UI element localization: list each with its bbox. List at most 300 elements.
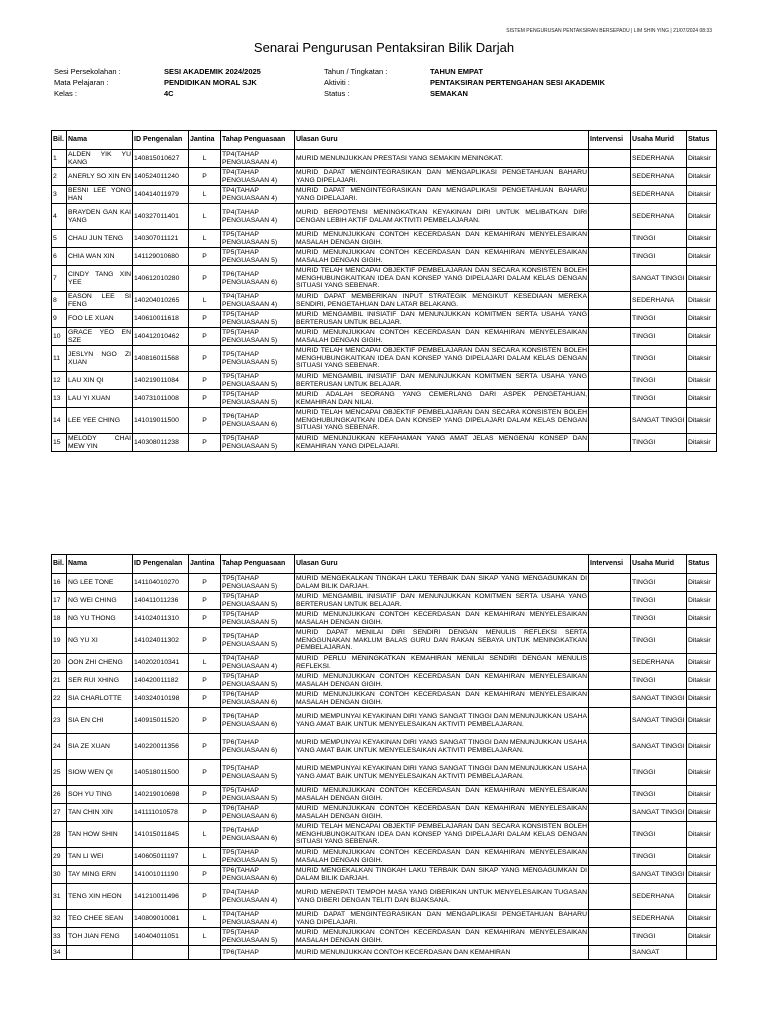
cell-status: Ditaksir: [687, 910, 717, 928]
cell-id-pengenalan: 141001011190: [133, 866, 189, 884]
cell-ulasan-guru: MURID MENUNJUKKAN CONTOH KECERDASAN DAN KEMAHIRAN MENYELESAIKAN MASALAH DENGAN GIGIH.: [296, 673, 587, 688]
cell-intervensi: [589, 848, 631, 866]
cell-jantina: P: [189, 328, 221, 346]
cell-jantina: [189, 946, 221, 960]
cell-bil: 14: [52, 408, 67, 434]
cell-intervensi: [589, 310, 631, 328]
cell-jantina: P: [189, 734, 221, 760]
cell-status: [687, 946, 717, 960]
header-intervensi: Intervensi: [589, 555, 631, 574]
cell-bil: 24: [52, 734, 67, 760]
cell-bil: 28: [52, 822, 67, 848]
table-row: [52, 266, 717, 292]
cell-tahap-penguasaan: TP6(TAHAP: [221, 946, 295, 960]
table-row: [52, 708, 717, 734]
cell-intervensi: [589, 292, 631, 310]
assessment-table-page-1: [51, 130, 717, 452]
cell-status: Ditaksir: [687, 248, 717, 266]
cell-tahap-penguasaan: TP5(TAHAP PENGUASAAN 5): [221, 230, 295, 248]
cell-ulasan-guru: MURID ADALAH SEORANG YANG CEMERLANG DARI ASPEK PENGETAHUAN, KEMAHIRAN DAN NILAI.: [296, 391, 587, 406]
cell-id-pengenalan: 140308011238: [133, 434, 189, 452]
cell-usaha-murid: TINGGI: [631, 328, 687, 346]
cell-intervensi: [589, 734, 631, 760]
cell-usaha-murid: SANGAT TINGGI: [631, 408, 687, 434]
cell-id-pengenalan: 140610011618: [133, 310, 189, 328]
cell-intervensi: [589, 168, 631, 186]
cell-intervensi: [589, 408, 631, 434]
cell-id-pengenalan: 141019011500: [133, 408, 189, 434]
cell-usaha-murid: SANGAT: [631, 946, 687, 960]
cell-tahap-penguasaan: TP6(TAHAP PENGUASAAN 6): [221, 266, 295, 292]
cell-intervensi: [589, 804, 631, 822]
cell-ulasan-guru: MURID DAPAT MENGINTEGRASIKAN DAN MENGAPLIKASI PENGETAHUAN BAHARU YANG DIPELAJARI.: [296, 169, 587, 184]
cell-nama: SIA CHARLOTTE: [67, 690, 133, 708]
cell-nama: [67, 946, 133, 960]
cell-nama: FOO LE XUAN: [67, 310, 133, 328]
cell-id-pengenalan: 140412010462: [133, 328, 189, 346]
cell-usaha-murid: SANGAT TINGGI: [631, 734, 687, 760]
cell-bil: 16: [52, 574, 67, 592]
cell-nama: TENG XIN HEON: [67, 884, 133, 910]
table-row: [52, 390, 717, 408]
cell-id-pengenalan: 140809010081: [133, 910, 189, 928]
cell-ulasan-guru: MURID TELAH MENCAPAI OBJEKTIF PEMBELAJARAN DAN SECARA KONSISTEN BOLEH MENGHUBUNGKAITKAN IDEA DAN KONSEP YANG DIPELAJARI DALAM KELAS DENGAN SITUASI YANG SEBENAR.: [295, 408, 589, 434]
cell-bil: 29: [52, 848, 67, 866]
cell-id-pengenalan: 140327011401: [133, 204, 189, 230]
cell-bil: 31: [52, 884, 67, 910]
table-row: [52, 848, 717, 866]
cell-status: Ditaksir: [687, 672, 717, 690]
cell-intervensi: [589, 434, 631, 452]
cell-tahap-penguasaan: TP5(TAHAP PENGUASAAN 5): [221, 928, 295, 946]
cell-intervensi: [589, 628, 631, 654]
cell-status: Ditaksir: [687, 310, 717, 328]
cell-bil: 9: [52, 310, 67, 328]
cell-usaha-murid: TINGGI: [631, 248, 687, 266]
cell-bil: 30: [52, 866, 67, 884]
table-row: [52, 610, 717, 628]
tahun-value: TAHUN EMPAT: [430, 67, 483, 76]
cell-bil: 2: [52, 168, 67, 186]
cell-intervensi: [589, 592, 631, 610]
cell-bil: 13: [52, 390, 67, 408]
cell-ulasan-guru: MURID MENUNJUKKAN CONTOH KECERDASAN DAN KEMAHIRAN: [295, 946, 589, 960]
header-usaha: Usaha Murid: [631, 131, 687, 150]
table-row: [52, 230, 717, 248]
cell-tahap-penguasaan: TP4(TAHAP PENGUASAAN 4): [221, 204, 295, 230]
cell-usaha-murid: TINGGI: [631, 390, 687, 408]
header-usaha: Usaha Murid: [631, 555, 687, 574]
cell-id-pengenalan: [133, 946, 189, 960]
cell-ulasan-guru: MURID MENUNJUKKAN CONTOH KECERDASAN DAN KEMAHIRAN MENYELESAIKAN MASALAH DENGAN GIGIH.: [296, 805, 587, 820]
cell-nama: CHIA WAN XIN: [67, 248, 133, 266]
cell-tahap-penguasaan: TP6(TAHAP PENGUASAAN 6): [221, 734, 295, 760]
cell-nama: CINDY TANG XIN YEE: [67, 266, 133, 292]
cell-bil: 22: [52, 690, 67, 708]
cell-status: Ditaksir: [687, 390, 717, 408]
cell-bil: 27: [52, 804, 67, 822]
cell-jantina: P: [189, 672, 221, 690]
cell-id-pengenalan: 141129010680: [133, 248, 189, 266]
cell-jantina: L: [189, 292, 221, 310]
table-row: [52, 168, 717, 186]
table-row: [52, 690, 717, 708]
header-nama: Nama: [67, 555, 133, 574]
cell-intervensi: [589, 230, 631, 248]
cell-tahap-penguasaan: TP5(TAHAP PENGUASAAN 5): [221, 628, 295, 654]
cell-bil: 18: [52, 610, 67, 628]
cell-id-pengenalan: 140731011008: [133, 390, 189, 408]
cell-tahap-penguasaan: TP5(TAHAP PENGUASAAN 5): [221, 574, 295, 592]
cell-nama: EASON LEE SI FENG: [68, 293, 131, 308]
cell-intervensi: [589, 884, 631, 910]
cell-nama: BRAYDEN GAN KAI YANG: [67, 204, 133, 230]
table-row: [52, 150, 717, 168]
cell-intervensi: [589, 346, 631, 372]
header-jantina: Jantina: [189, 131, 221, 150]
cell-usaha-murid: TINGGI: [631, 628, 687, 654]
cell-nama: GRACE YEO EN SZE: [68, 329, 131, 344]
cell-nama: NG YU THONG: [67, 610, 133, 628]
cell-id-pengenalan: 140202010341: [133, 654, 189, 672]
report-meta: [54, 66, 754, 99]
assessment-table-page-2: [51, 554, 717, 960]
table-row: [52, 346, 717, 372]
cell-ulasan-guru: MURID TELAH MENCAPAI OBJEKTIF PEMBELAJARAN DAN SECARA KONSISTEN BOLEH MENGHUBUNGKAITKAN IDEA DAN KONSEP YANG DIPELAJARI DALAM KELAS DENGAN SITUASI YANG SEBENAR.: [295, 346, 589, 372]
cell-id-pengenalan: 140815010627: [133, 150, 189, 168]
table-row: [52, 408, 717, 434]
cell-intervensi: [589, 708, 631, 734]
cell-nama: SIA EN CHI: [67, 708, 133, 734]
cell-tahap-penguasaan: TP6(TAHAP PENGUASAAN 6): [221, 866, 295, 884]
cell-status: Ditaksir: [687, 266, 717, 292]
cell-tahap-penguasaan: TP5(TAHAP PENGUASAAN 5): [221, 346, 295, 372]
cell-ulasan-guru: MURID MENUNJUKKAN PRESTASI YANG SEMAKIN MENINGKAT.: [295, 150, 589, 168]
cell-bil: 8: [52, 292, 67, 310]
cell-ulasan-guru: MURID MENUNJUKKAN CONTOH KECERDASAN DAN KEMAHIRAN MENYELESAIKAN MASALAH DENGAN GIGIH.: [296, 249, 587, 264]
cell-tahap-penguasaan: TP4(TAHAP PENGUASAAN 4): [221, 186, 295, 204]
table-row: [52, 372, 717, 390]
cell-jantina: P: [189, 804, 221, 822]
header-intervensi: Intervensi: [589, 131, 631, 150]
cell-nama: TAN HOW SHIN: [67, 822, 133, 848]
kelas-label: Kelas :: [54, 89, 77, 98]
cell-usaha-murid: TINGGI: [631, 610, 687, 628]
cell-status: Ditaksir: [687, 690, 717, 708]
cell-tahap-penguasaan: TP5(TAHAP PENGUASAAN 5): [221, 310, 295, 328]
cell-bil: 3: [52, 186, 67, 204]
cell-jantina: P: [189, 266, 221, 292]
cell-id-pengenalan: 140524011240: [133, 168, 189, 186]
cell-intervensi: [589, 574, 631, 592]
cell-id-pengenalan: 140518011500: [133, 760, 189, 786]
cell-nama: OON ZHI CHENG: [67, 654, 133, 672]
cell-tahap-penguasaan: TP5(TAHAP PENGUASAAN 5): [221, 848, 295, 866]
cell-jantina: P: [189, 408, 221, 434]
cell-id-pengenalan: 141024011302: [133, 628, 189, 654]
cell-tahap-penguasaan: TP5(TAHAP PENGUASAAN 5): [221, 610, 295, 628]
cell-usaha-murid: TINGGI: [631, 822, 687, 848]
cell-usaha-murid: SANGAT TINGGI: [631, 690, 687, 708]
cell-jantina: P: [189, 610, 221, 628]
cell-status: Ditaksir: [687, 734, 717, 760]
cell-ulasan-guru: MURID PERLU MENINGKATKAN KEMAHIRAN MENILAI SENDIRI DENGAN MENULIS REFLEKSI.: [296, 655, 587, 670]
cell-nama: TAN LI WEI: [67, 848, 133, 866]
cell-tahap-penguasaan: TP6(TAHAP PENGUASAAN 6): [221, 708, 295, 734]
cell-tahap-penguasaan: TP5(TAHAP PENGUASAAN 5): [221, 248, 295, 266]
cell-ulasan-guru: MURID BERPOTENSI MENINGKATKAN KEYAKINAN DIRI UNTUK MELIBATKAN DIRI DENGAN LEBIH AKTIF DALAM AKTIVITI PEMBELAJARAN.: [295, 204, 589, 230]
table-row: [52, 328, 717, 346]
cell-ulasan-guru: MURID MENGAMBIL INISIATIF DAN MENUNJUKKAN KOMITMEN SERTA USAHA YANG BERTERUSAN UNTUK BELAJAR.: [296, 311, 587, 326]
cell-id-pengenalan: 140324010198: [133, 690, 189, 708]
cell-tahap-penguasaan: TP4(TAHAP PENGUASAAN 4): [221, 910, 295, 928]
cell-jantina: P: [189, 168, 221, 186]
cell-usaha-murid: SEDERHANA: [631, 910, 687, 928]
cell-bil: 11: [52, 346, 67, 372]
cell-id-pengenalan: 140404011051: [133, 928, 189, 946]
cell-nama: TEO CHEE SEAN: [67, 910, 133, 928]
cell-status: Ditaksir: [687, 654, 717, 672]
cell-usaha-murid: SANGAT TINGGI: [631, 266, 687, 292]
cell-nama: SER RUI XHING: [67, 672, 133, 690]
cell-id-pengenalan: 141024011310: [133, 610, 189, 628]
cell-ulasan-guru: MURID MENUNJUKKAN CONTOH KECERDASAN DAN KEMAHIRAN MENYELESAIKAN MASALAH DENGAN GIGIH.: [296, 787, 587, 802]
cell-jantina: P: [189, 884, 221, 910]
cell-tahap-penguasaan: TP5(TAHAP PENGUASAAN 5): [221, 328, 295, 346]
table-row: [52, 804, 717, 822]
cell-bil: 1: [52, 150, 67, 168]
header-tahap: Tahap Penguasaan: [221, 555, 295, 574]
cell-tahap-penguasaan: TP6(TAHAP PENGUASAAN 6): [221, 690, 295, 708]
cell-usaha-murid: TINGGI: [631, 346, 687, 372]
cell-tahap-penguasaan: TP4(TAHAP PENGUASAAN 4): [221, 884, 295, 910]
table-row: [52, 866, 717, 884]
cell-nama: ALDEN YIK YU KANG: [68, 151, 131, 166]
cell-usaha-murid: SEDERHANA: [631, 292, 687, 310]
cell-intervensi: [589, 866, 631, 884]
cell-id-pengenalan: 140420011182: [133, 672, 189, 690]
cell-usaha-murid: SANGAT TINGGI: [631, 866, 687, 884]
cell-status: Ditaksir: [687, 928, 717, 946]
cell-nama: NG LEE TONE: [67, 574, 133, 592]
cell-id-pengenalan: 140220011356: [133, 734, 189, 760]
cell-status: Ditaksir: [687, 786, 717, 804]
cell-bil: 15: [52, 434, 67, 452]
cell-status: Ditaksir: [687, 574, 717, 592]
cell-nama: LAU YI XUAN: [67, 390, 133, 408]
cell-intervensi: [589, 760, 631, 786]
system-line: SISTEM PENGURUSAN PENTAKSIRAN BERSEPADU | LIM SHIN YING | 21/07/2024 08:33: [506, 28, 712, 34]
cell-nama: CHAU JUN TENG: [67, 230, 133, 248]
cell-tahap-penguasaan: TP5(TAHAP PENGUASAAN 5): [221, 390, 295, 408]
cell-bil: 5: [52, 230, 67, 248]
cell-jantina: P: [189, 628, 221, 654]
cell-ulasan-guru: MURID MENGEKALKAN TINGKAH LAKU TERBAIK DAN SIKAP YANG MENGAGUMKAN DI DALAM BILIK DARJAH.: [296, 867, 587, 882]
cell-jantina: P: [189, 248, 221, 266]
cell-status: Ditaksir: [687, 230, 717, 248]
cell-tahap-penguasaan: TP4(TAHAP PENGUASAAN 4): [221, 168, 295, 186]
cell-status: Ditaksir: [687, 708, 717, 734]
cell-usaha-murid: SANGAT TINGGI: [631, 804, 687, 822]
cell-nama: SIOW WEN QI: [67, 760, 133, 786]
cell-intervensi: [589, 946, 631, 960]
cell-jantina: P: [189, 346, 221, 372]
cell-usaha-murid: TINGGI: [631, 672, 687, 690]
table-row: [52, 592, 717, 610]
cell-tahap-penguasaan: TP5(TAHAP PENGUASAAN 5): [221, 672, 295, 690]
cell-bil: 6: [52, 248, 67, 266]
table-row: [52, 884, 717, 910]
cell-jantina: L: [189, 186, 221, 204]
cell-bil: 7: [52, 266, 67, 292]
cell-bil: 34: [52, 946, 67, 960]
cell-ulasan-guru: MURID MEMPUNYAI KEYAKINAN DIRI YANG SANGAT TINGGI DAN MENUNJUKKAN USAHA YANG AMAT BAIK UNTUK MENYELESAIKAN AKTIVITI PEMBELAJARAN.: [295, 760, 589, 786]
cell-bil: 12: [52, 372, 67, 390]
header-ulasan: Ulasan Guru: [295, 555, 589, 574]
cell-status: Ditaksir: [687, 610, 717, 628]
cell-intervensi: [589, 204, 631, 230]
cell-bil: 10: [52, 328, 67, 346]
cell-usaha-murid: SEDERHANA: [631, 150, 687, 168]
cell-jantina: L: [189, 848, 221, 866]
header-status: Status: [687, 131, 717, 150]
cell-usaha-murid: TINGGI: [631, 592, 687, 610]
cell-id-pengenalan: 140307011121: [133, 230, 189, 248]
cell-ulasan-guru: MURID DAPAT MENGINTEGRASIKAN DAN MENGAPLIKASI PENGETAHUAN BAHARU YANG DIPELAJARI.: [296, 911, 587, 926]
cell-intervensi: [589, 910, 631, 928]
cell-tahap-penguasaan: TP6(TAHAP PENGUASAAN 6): [221, 822, 295, 848]
cell-intervensi: [589, 150, 631, 168]
cell-ulasan-guru: MURID MENGAMBIL INISIATIF DAN MENUNJUKKAN KOMITMEN SERTA USAHA YANG BERTERUSAN UNTUK BELAJAR.: [296, 373, 587, 388]
header-id: ID Pengenalan: [133, 131, 189, 150]
cell-jantina: P: [189, 760, 221, 786]
cell-intervensi: [589, 786, 631, 804]
cell-ulasan-guru: MURID MENUNJUKKAN CONTOH KECERDASAN DAN KEMAHIRAN MENYELESAIKAN MASALAH DENGAN GIGIH.: [296, 929, 587, 944]
cell-nama: TAY MING ERN: [67, 866, 133, 884]
table-row: [52, 574, 717, 592]
cell-nama: BESNI LEE YONG HAN: [68, 187, 131, 202]
cell-ulasan-guru: MURID DAPAT MENGINTEGRASIKAN DAN MENGAPLIKASI PENGETAHUAN BAHARU YANG DIPELAJARI.: [296, 187, 587, 202]
cell-ulasan-guru: MURID MENGAMBIL INISIATIF DAN MENUNJUKKAN KOMITMEN SERTA USAHA YANG BERTERUSAN UNTUK BELAJAR.: [296, 593, 587, 608]
table-row: [52, 248, 717, 266]
cell-tahap-penguasaan: TP5(TAHAP PENGUASAAN 5): [221, 786, 295, 804]
header-bil: Bil.: [52, 131, 67, 150]
header-status: Status: [687, 555, 717, 574]
cell-tahap-penguasaan: TP6(TAHAP PENGUASAAN 6): [221, 804, 295, 822]
cell-usaha-murid: TINGGI: [631, 230, 687, 248]
cell-usaha-murid: TINGGI: [631, 848, 687, 866]
cell-bil: 4: [52, 204, 67, 230]
cell-id-pengenalan: 140219010698: [133, 786, 189, 804]
tahun-label: Tahun / Tingkatan :: [324, 67, 388, 76]
cell-jantina: P: [189, 390, 221, 408]
cell-jantina: L: [189, 822, 221, 848]
cell-nama: MELODY CHAI MEW YIN: [68, 435, 131, 450]
cell-tahap-penguasaan: TP5(TAHAP PENGUASAAN 5): [221, 760, 295, 786]
cell-status: Ditaksir: [687, 168, 717, 186]
table-row: [52, 786, 717, 804]
cell-ulasan-guru: MURID MENUNJUKKAN KEFAHAMAN YANG AMAT JELAS MENGENAI KONSEP DAN KEMAHIRAN YANG DIPELAJARI.: [296, 435, 587, 450]
cell-nama: LEE YEE CHING: [67, 408, 133, 434]
cell-jantina: P: [189, 310, 221, 328]
cell-intervensi: [589, 372, 631, 390]
cell-intervensi: [589, 654, 631, 672]
cell-usaha-murid: SEDERHANA: [631, 884, 687, 910]
header-ulasan: Ulasan Guru: [295, 131, 589, 150]
cell-bil: 32: [52, 910, 67, 928]
cell-status: Ditaksir: [687, 346, 717, 372]
cell-usaha-murid: SEDERHANA: [631, 168, 687, 186]
cell-ulasan-guru: MURID MENUNJUKKAN CONTOH KECERDASAN DAN KEMAHIRAN MENYELESAIKAN MASALAH DENGAN GIGIH.: [296, 329, 587, 344]
cell-usaha-murid: SANGAT TINGGI: [631, 708, 687, 734]
cell-bil: 26: [52, 786, 67, 804]
table-row: [52, 186, 717, 204]
cell-tahap-penguasaan: TP5(TAHAP PENGUASAAN 5): [221, 434, 295, 452]
cell-jantina: P: [189, 574, 221, 592]
cell-nama: SIA ZE XUAN: [67, 734, 133, 760]
cell-intervensi: [589, 266, 631, 292]
cell-nama: NG YU XI: [67, 628, 133, 654]
header-id: ID Pengenalan: [133, 555, 189, 574]
cell-ulasan-guru: MURID MENUNJUKKAN CONTOH KECERDASAN DAN KEMAHIRAN MENYELESAIKAN MASALAH DENGAN GIGIH.: [296, 849, 587, 864]
cell-ulasan-guru: MURID MENUNJUKKAN CONTOH KECERDASAN DAN KEMAHIRAN MENYELESAIKAN MASALAH DENGAN GIGIH.: [296, 691, 587, 706]
cell-ulasan-guru: MURID MENGEKALKAN TINGKAH LAKU TERBAIK DAN SIKAP YANG MENGAGUMKAN DI DALAM BILIK DARJAH.: [296, 575, 587, 590]
cell-ulasan-guru: MURID MENUNJUKKAN CONTOH KECERDASAN DAN KEMAHIRAN MENYELESAIKAN MASALAH DENGAN GIGIH.: [296, 231, 587, 246]
cell-intervensi: [589, 248, 631, 266]
table-row: [52, 654, 717, 672]
header-bil: Bil.: [52, 555, 67, 574]
cell-id-pengenalan: 141111010578: [133, 804, 189, 822]
cell-status: Ditaksir: [687, 866, 717, 884]
table-row: [52, 672, 717, 690]
cell-bil: 19: [52, 628, 67, 654]
cell-jantina: P: [189, 690, 221, 708]
cell-jantina: P: [189, 592, 221, 610]
page-title: Senarai Pengurusan Pentaksiran Bilik Darjah: [253, 40, 515, 55]
cell-nama: JESLYN NGO ZI XUAN: [67, 346, 133, 372]
table-row: [52, 734, 717, 760]
table-row: [52, 292, 717, 310]
table-row: [52, 946, 717, 960]
cell-intervensi: [589, 672, 631, 690]
cell-usaha-murid: SEDERHANA: [631, 204, 687, 230]
cell-intervensi: [589, 328, 631, 346]
aktiviti-value: PENTAKSIRAN PERTENGAHAN SESI AKADEMIK: [430, 78, 606, 87]
table-row: [52, 910, 717, 928]
cell-nama: LAU XIN QI: [67, 372, 133, 390]
table-row: [52, 928, 717, 946]
cell-status: Ditaksir: [687, 592, 717, 610]
cell-status: Ditaksir: [687, 628, 717, 654]
cell-intervensi: [589, 822, 631, 848]
cell-jantina: L: [189, 204, 221, 230]
cell-jantina: P: [189, 708, 221, 734]
cell-jantina: L: [189, 910, 221, 928]
cell-usaha-murid: TINGGI: [631, 786, 687, 804]
cell-bil: 23: [52, 708, 67, 734]
cell-intervensi: [589, 610, 631, 628]
cell-status: Ditaksir: [687, 204, 717, 230]
cell-jantina: L: [189, 150, 221, 168]
cell-jantina: L: [189, 654, 221, 672]
table-row: [52, 310, 717, 328]
cell-ulasan-guru: MURID MENEPATI TEMPOH MASA YANG DIBERIKAN UNTUK MENYELESAIKAN TUGASAN YANG DIBERI DENGAN TELITI DAN BIJAKSANA.: [295, 884, 589, 910]
cell-bil: 17: [52, 592, 67, 610]
cell-id-pengenalan: 140816011568: [133, 346, 189, 372]
cell-intervensi: [589, 928, 631, 946]
status-label: Status :: [324, 89, 350, 98]
table-row: [52, 204, 717, 230]
